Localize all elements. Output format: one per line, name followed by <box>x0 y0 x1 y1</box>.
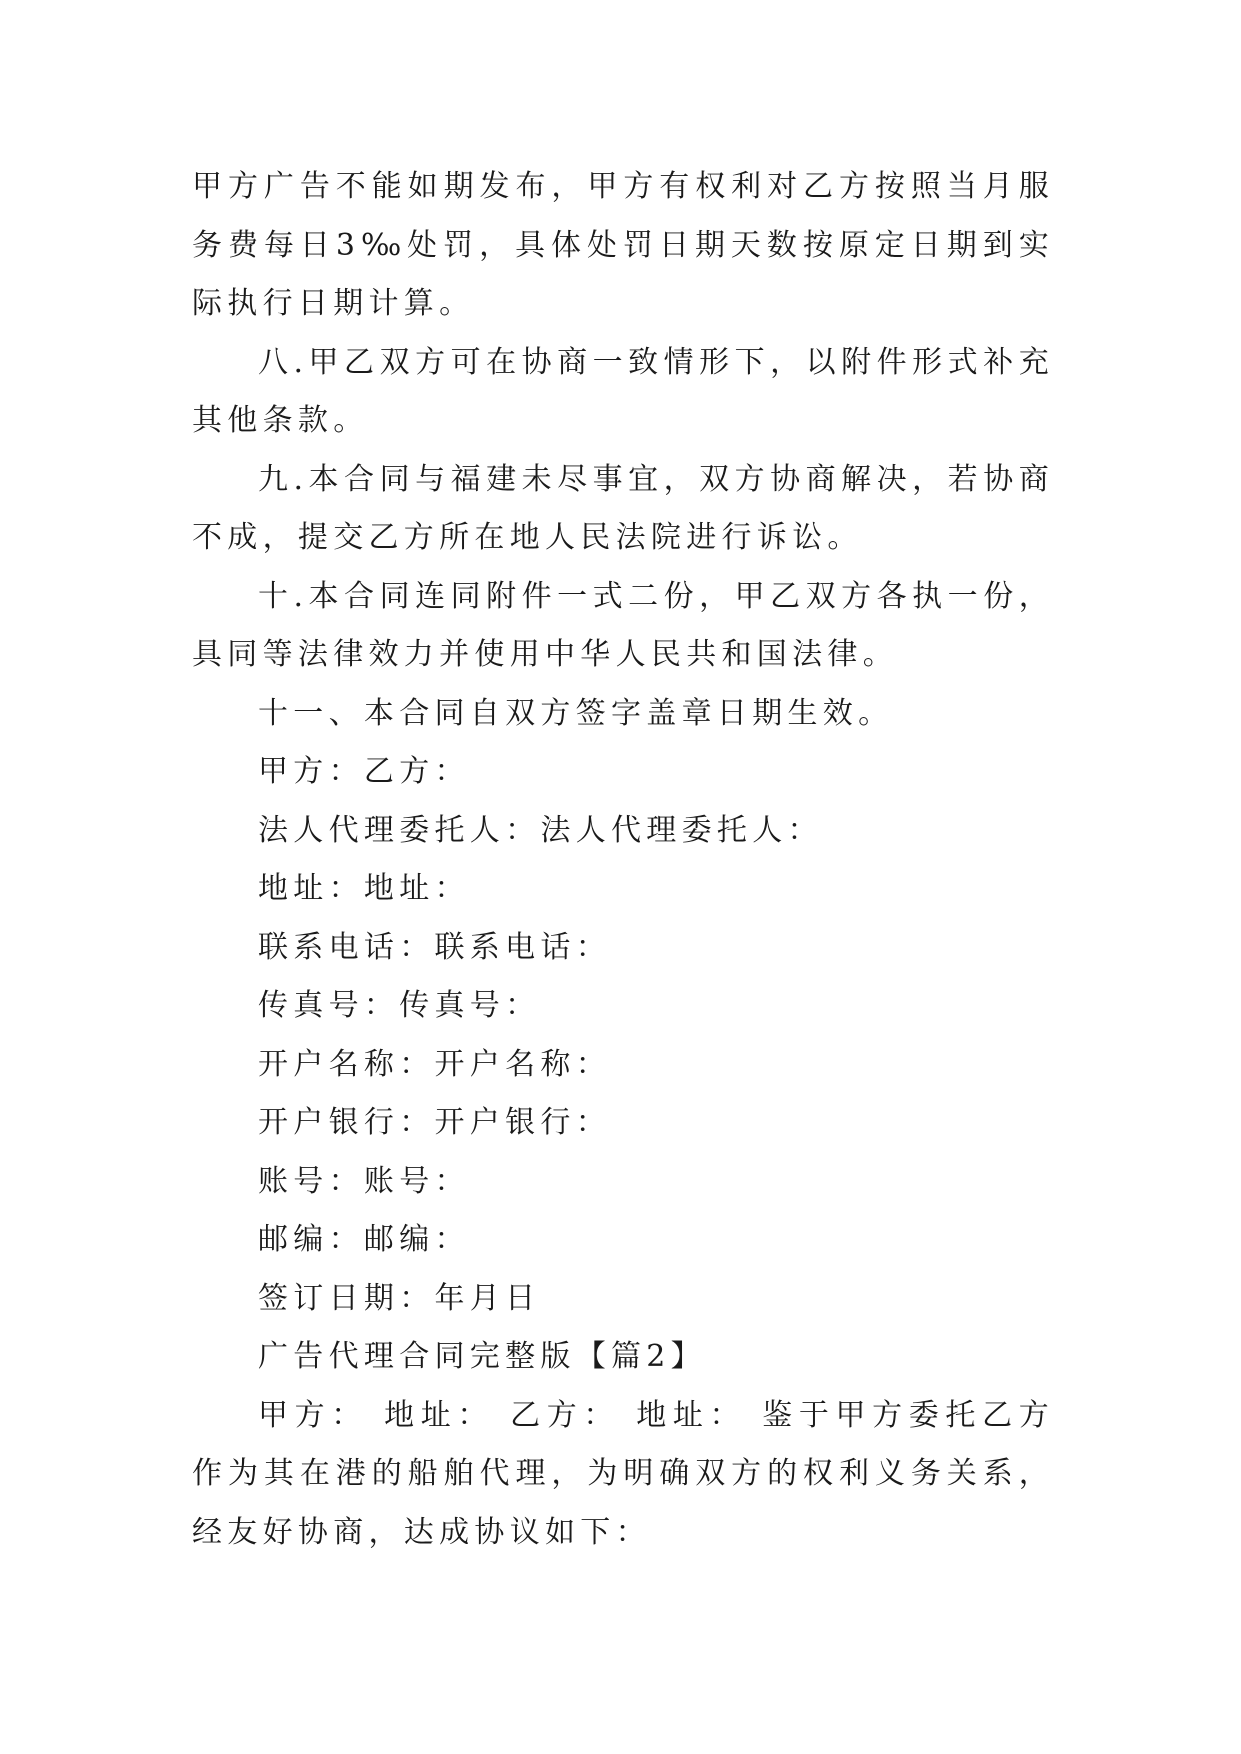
signature-address-line: 地址：地址： <box>258 871 470 906</box>
paragraph-part-2-intro: 甲方： 地址： 乙方： 地址： 鉴于甲方委托乙方作为其在港的船舶代理，为明确双方的权利义务关系，经友好协商，达成协议如下： <box>192 1397 1054 1550</box>
signature-account-number-line: 账号：账号： <box>258 1163 470 1199</box>
signature-postcode-line: 邮编：邮编： <box>258 1222 470 1257</box>
signature-bank-line: 开户银行：开户银行： <box>258 1105 611 1140</box>
paragraph-clause-8: 八.甲乙双方可在协商一致情形下，以附件形式补充其他条款。 <box>192 344 1054 438</box>
signature-account-name-line: 开户名称：开户名称： <box>258 1046 611 1082</box>
signature-phone-line: 联系电话：联系电话： <box>258 929 611 965</box>
paragraph-penalty-continued: 甲方广告不能如期发布，甲方有权利对乙方按照当月服务费每日3‰处罚，具体处罚日期天数按原定日期到实际执行日期计算。 <box>192 169 1054 321</box>
signature-date-line: 签订日期：年月日 <box>258 1280 541 1316</box>
paragraph-clause-11: 十一、本合同自双方签字盖章日期生效。 <box>258 695 894 731</box>
signature-party-line: 甲方：乙方： <box>258 754 470 789</box>
document-body <box>192 158 1054 1562</box>
section-heading-part-2: 广告代理合同完整版【篇2】 <box>258 1339 706 1374</box>
signature-fax-line: 传真号：传真号： <box>258 988 541 1023</box>
paragraph-clause-9: 九.本合同与福建未尽事宜，双方协商解决，若协商不成，提交乙方所在地人民法院进行诉讼。 <box>192 461 1054 555</box>
signature-agent-line: 法人代理委托人：法人代理委托人： <box>258 812 823 848</box>
paragraph-clause-10: 十.本合同连同附件一式二份，甲乙双方各执一份，具同等法律效力并使用中华人民共和国法律。 <box>192 578 1054 672</box>
